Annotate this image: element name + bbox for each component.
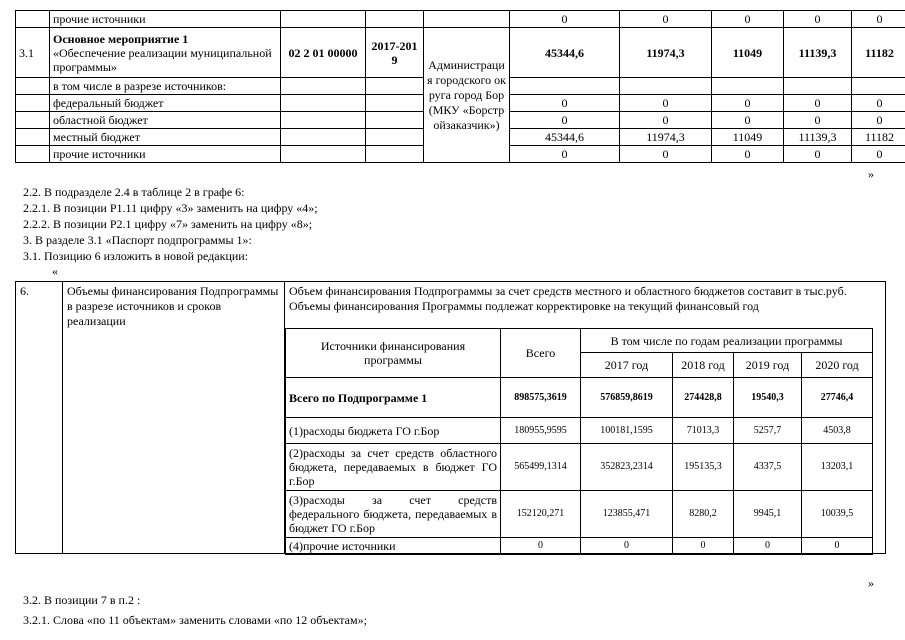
measure-subtitle: «Обеспечение реализации муниципальной программы» — [53, 45, 272, 74]
cell-value: 27746,4 — [802, 378, 873, 418]
cell-value: 274428,8 — [673, 378, 734, 418]
budget-code: 02 2 01 00000 — [281, 28, 366, 78]
cell-value: 0 — [620, 146, 712, 163]
position-label: Объемы финансирования Подпрограммы в разрезе источников и сроков реализации — [63, 282, 285, 554]
text-line: 3.1. Позицию 6 изложить в новой редакции: — [23, 249, 249, 263]
financing-note: Объемы финансирования Программы подлежат корректировке на текущий финансовый год — [289, 299, 759, 313]
budget-table-measure — [15, 10, 905, 163]
table-row — [16, 11, 905, 28]
cell-value: 100181,1595 — [581, 418, 673, 444]
cell-value: 0 — [510, 11, 620, 28]
text-line: 2.2.1. В позиции Р1.11 цифру «3» заменить на цифру «4»; — [23, 201, 318, 215]
cell-value: 11049 — [712, 28, 784, 78]
cell-value: 0 — [784, 146, 852, 163]
cell-value: 0 — [784, 112, 852, 129]
cell-value: 0 — [852, 95, 905, 112]
cell-value: 4337,5 — [734, 444, 802, 491]
cell-value: 352823,2314 — [581, 444, 673, 491]
row-label: (3)расходы за счет средств федерального бюджета, передаваемых в бюджет ГО г.Бор — [286, 491, 501, 538]
table-row — [286, 538, 873, 555]
subprogram-passport-table — [15, 281, 886, 554]
cell-value: 0 — [712, 11, 784, 28]
table-row — [286, 444, 873, 491]
cell-value: 0 — [620, 11, 712, 28]
cell-value: 19540,3 — [734, 378, 802, 418]
row-label: прочие источники — [50, 11, 281, 28]
cell-value: 0 — [784, 95, 852, 112]
table-row — [286, 378, 873, 418]
cell-value: 0 — [734, 538, 802, 555]
cell-value: 0 — [510, 95, 620, 112]
row-label: (2)расходы за счет средств областного бюджета, передаваемых в бюджет ГО г.Бор — [286, 444, 501, 491]
row-label: (4)прочие источники — [286, 538, 501, 555]
table-row — [286, 491, 873, 538]
cell-value: 11974,3 — [620, 129, 712, 146]
header-year: 2019 год — [734, 353, 802, 378]
row-label: в том числе в разрезе источников: — [50, 78, 281, 95]
row-label: Всего по Подпрограмме 1 — [286, 378, 501, 418]
years: 2017-2019 — [366, 28, 424, 78]
cell-value: 10039,5 — [802, 491, 873, 538]
cell-value: 0 — [712, 95, 784, 112]
cell-value: 45344,6 — [510, 28, 620, 78]
cell-value: 0 — [673, 538, 734, 555]
cell-value: 8280,2 — [673, 491, 734, 538]
cell-value: 0 — [712, 146, 784, 163]
closing-quote: » — [868, 576, 874, 590]
cell-value: 0 — [712, 112, 784, 129]
row-index: 3.1 — [16, 28, 50, 78]
text-line: 3.2. В позиции 7 в п.2 : — [23, 593, 141, 607]
header-year: 2017 год — [581, 353, 673, 378]
text-line: 3.2.1. Слова «по 11 объектам» заменить словами «по 12 объектам»; — [23, 613, 367, 627]
cell-value: 13203,1 — [802, 444, 873, 491]
measure-title: Основное мероприятие 1 — [53, 31, 189, 46]
cell-value: 11139,3 — [784, 28, 852, 78]
cell-value: 45344,6 — [510, 129, 620, 146]
table-row-main-measure — [16, 28, 905, 78]
cell-value: 9945,1 — [734, 491, 802, 538]
cell-value: 11974,3 — [620, 28, 712, 78]
row-label: (1)расходы бюджета ГО г.Бор — [286, 418, 501, 444]
cell-value: 0 — [802, 538, 873, 555]
cell-total: 0 — [501, 538, 581, 555]
cell-total: 565499,1314 — [501, 444, 581, 491]
cell-value: 71013,3 — [673, 418, 734, 444]
row-label: местный бюджет — [50, 129, 281, 146]
cell-value: 0 — [620, 112, 712, 129]
header-year: 2020 год — [802, 353, 873, 378]
cell-value: 11049 — [712, 129, 784, 146]
financing-table — [285, 328, 873, 555]
cell-value: 11139,3 — [784, 129, 852, 146]
cell-value: 0 — [784, 11, 852, 28]
cell-total: 180955,9595 — [501, 418, 581, 444]
header-total: Всего — [501, 329, 581, 378]
cell-total: 152120,271 — [501, 491, 581, 538]
cell-value: 0 — [852, 112, 905, 129]
cell-value: 195135,3 — [673, 444, 734, 491]
header-sources: Источники финансирования программы — [286, 329, 501, 378]
cell-value: 0 — [510, 146, 620, 163]
text-line: 2.2.2. В позиции Р2.1 цифру «7» заменить на цифру «8»; — [23, 217, 313, 231]
cell-value: 0 — [510, 112, 620, 129]
cell-value: 576859,8619 — [581, 378, 673, 418]
text-line: 3. В разделе 3.1 «Паспорт подпрограммы 1»: — [23, 233, 252, 247]
open-quote: « — [52, 264, 58, 278]
table-row — [286, 418, 873, 444]
cell-total: 898575,3619 — [501, 378, 581, 418]
row-label: прочие источники — [50, 146, 281, 163]
cell-value: 0 — [620, 95, 712, 112]
header-years-group: В том числе по годам реализации программы — [581, 329, 873, 353]
cell-value: 0 — [581, 538, 673, 555]
cell-value: 123855,471 — [581, 491, 673, 538]
cell-value: 4503,8 — [802, 418, 873, 444]
row-label: областной бюджет — [50, 112, 281, 129]
executor: Администрация городского округа город Бор (МКУ «Борстройзаказчик») — [424, 28, 510, 163]
position-number: 6. — [16, 282, 63, 554]
cell-value: 11182 — [852, 129, 905, 146]
header-year: 2018 год — [673, 353, 734, 378]
financing-description: Объем финансирования Подпрограммы за счет средств местного и областного бюджетов составит в тыс.руб. — [289, 284, 847, 298]
row-label: федеральный бюджет — [50, 95, 281, 112]
cell-value: 11182 — [852, 28, 905, 78]
text-line: 2.2. В подразделе 2.4 в таблице 2 в графе 6: — [23, 185, 245, 199]
cell-value: 5257,7 — [734, 418, 802, 444]
cell-value: 0 — [852, 11, 905, 28]
cell-value: 0 — [852, 146, 905, 163]
closing-quote: » — [868, 167, 874, 181]
